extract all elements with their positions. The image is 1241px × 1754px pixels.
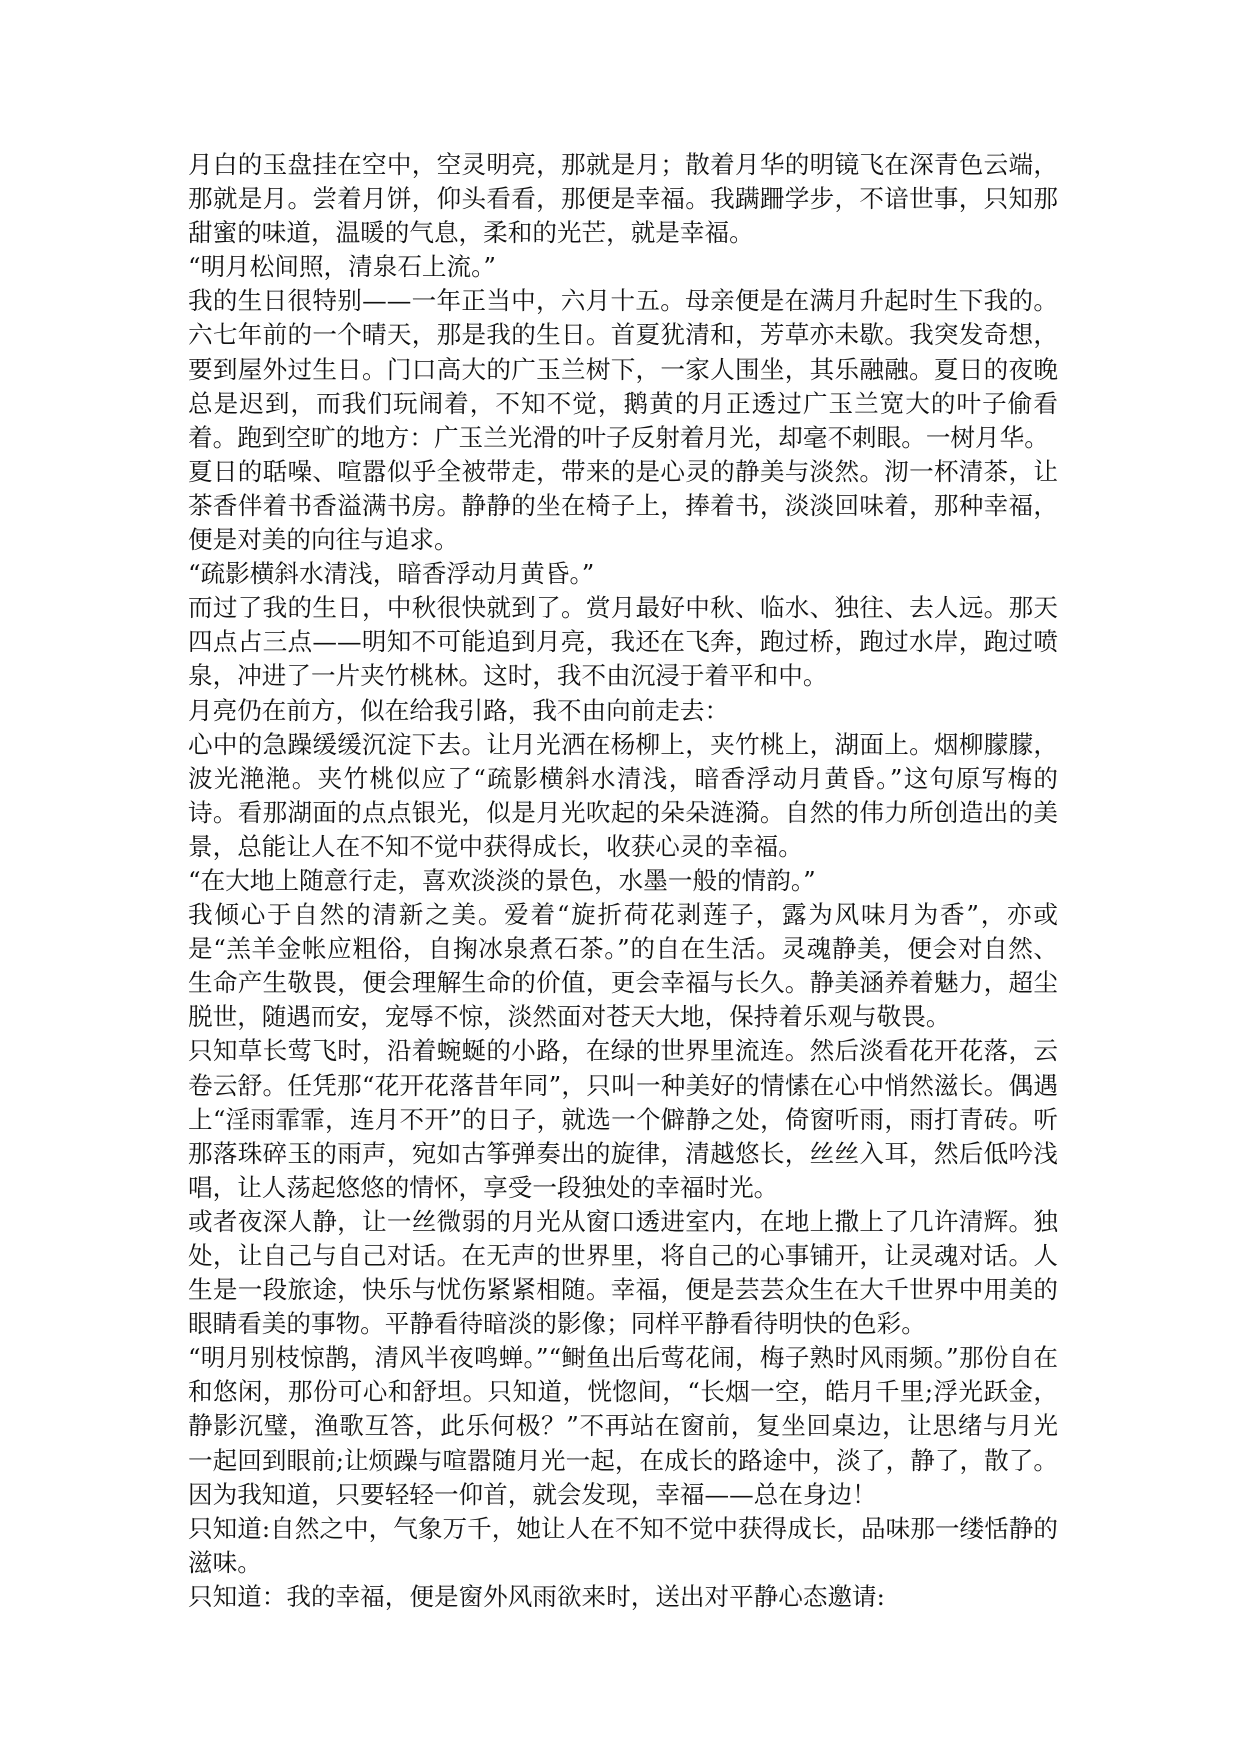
paragraph-7: 月亮仍在前方，似在给我引路，我不由向前走去： <box>188 695 730 725</box>
paragraph-8: 心中的急躁缓缓沉淀下去。让月光洒在杨柳上，夹竹桃上，湖面上。烟柳朦朦，波光滟滟。夹竹桃似应了“疏影横斜水清浅，暗香浮动月黄昏。”这句原写梅的诗。看那湖面的点点银光，似是月光吹起的朵朵涟漪。自然的伟力所创造出的美景，总能让人在不知不觉中获得成长，收获心灵的幸福。 <box>188 729 1058 861</box>
paragraph-11: 只知草长莺飞时，沿着蜿蜒的小路，在绿的世界里流连。然后淡看花开花落，云卷云舒。任凭那“花开花落昔年同”，只叫一种美好的情愫在心中悄然滋长。偶遇上“淫雨霏霏，连月不开”的日子，就选一个僻静之处，倚窗听雨，雨打青砖。听那落珠碎玉的雨声，宛如古筝弹奏出的旋律，清越悠长，丝丝入耳，然后低吟浅唱，让人荡起悠悠的情怀，享受一段独处的幸福时光。 <box>188 1036 1058 1202</box>
paragraph-12: 或者夜深人静，让一丝微弱的月光从窗口透进室内，在地上撒上了几许清辉。独处，让自己与自己对话。在无声的世界里，将自己的心事铺开，让灵魂对话。人生是一段旅途，快乐与忧伤紧紧相随。幸福，便是芸芸众生在大千世界中用美的眼睛看美的事物。平静看待暗淡的影像；同样平静看待明快的色彩。 <box>188 1206 1058 1339</box>
paragraph-14: 只知道:自然之中，气象万千，她让人在不知不觉中获得成长，品味那一缕恬静的滋味。 <box>188 1513 1058 1577</box>
paragraph-3: 我的生日很特别——一年正当中，六月十五。母亲便是在满月升起时生下我的。六七年前的一个晴天，那是我的生日。首夏犹清和，芳草亦未歇。我突发奇想，要到屋外过生日。门口高大的广玉兰树下，一家人围坐，其乐融融。夏日的夜晚总是迟到，而我们玩闹着，不知不觉，鹅黄的月正透过广玉兰宽大的叶子偷看着。跑到空旷的地方：广玉兰光滑的叶子反射着月光，却毫不刺眼。一树月华。 <box>188 286 1058 452</box>
paragraph-2: “明月松间照，清泉石上流。” <box>188 252 496 282</box>
paragraph-13: “明月别枝惊鹊，清风半夜鸣蝉。”“鲥鱼出后莺花闹，梅子熟时风雨频。”那份自在和悠闲，那份可心和舒坦。只知道，恍惚间，“长烟一空，皓月千里;浮光跃金，静影沉璧，渔歌互答，此乐何极？”不再站在窗前，复坐回桌边，让思绪与月光一起回到眼前;让烦躁与喧嚣随月光一起，在成长的路途中，淡了，静了，散了。因为我知道，只要轻轻一仰首，就会发现，幸福——总在身边！ <box>188 1343 1058 1509</box>
paragraph-10: 我倾心于自然的清新之美。爱着“旋折荷花剥莲子，露为风味月为香”，亦或是“羔羊金帐应粗俗，自掬冰泉煮石茶。”的自在生活。灵魂静美，便会对自然、生命产生敬畏，便会理解生命的价值，更会幸福与长久。静美涵养着魅力，超尘脱世，随遇而安，宠辱不惊，淡然面对苍天大地，保持着乐观与敬畏。 <box>188 900 1058 1032</box>
paragraph-4: 夏日的聒噪、喧嚣似乎全被带走，带来的是心灵的静美与淡然。沏一杯清茶，让茶香伴着书香溢满书房。静静的坐在椅子上，捧着书，淡淡回味着，那种幸福，便是对美的向往与追求。 <box>188 456 1058 555</box>
paragraph-15: 只知道：我的幸福，便是窗外风雨欲来时，送出对平静心态邀请: <box>188 1581 885 1611</box>
paragraph-6: 而过了我的生日，中秋很快就到了。赏月最好中秋、临水、独往、去人远。那天四点占三点——明知不可能追到月亮，我还在飞奔，跑过桥，跑过水岸，跑过喷泉，冲进了一片夹竹桃林。这时，我不由沉浸于着平和中。 <box>188 593 1058 691</box>
paragraph-5: “疏影横斜水清浅，暗香浮动月黄昏。” <box>188 559 595 589</box>
document-body <box>188 148 1058 1614</box>
paragraph-9: “在大地上随意行走，喜欢淡淡的景色，水墨一般的情韵。” <box>188 865 816 895</box>
paragraph-1: 月白的玉盘挂在空中，空灵明亮，那就是月；散着月华的明镜飞在深青色云端，那就是月。尝着月饼，仰头看看，那便是幸福。我蹒跚学步，不谙世事，只知那甜蜜的味道，温暖的气息，柔和的光芒，就是幸福。 <box>188 150 1058 248</box>
